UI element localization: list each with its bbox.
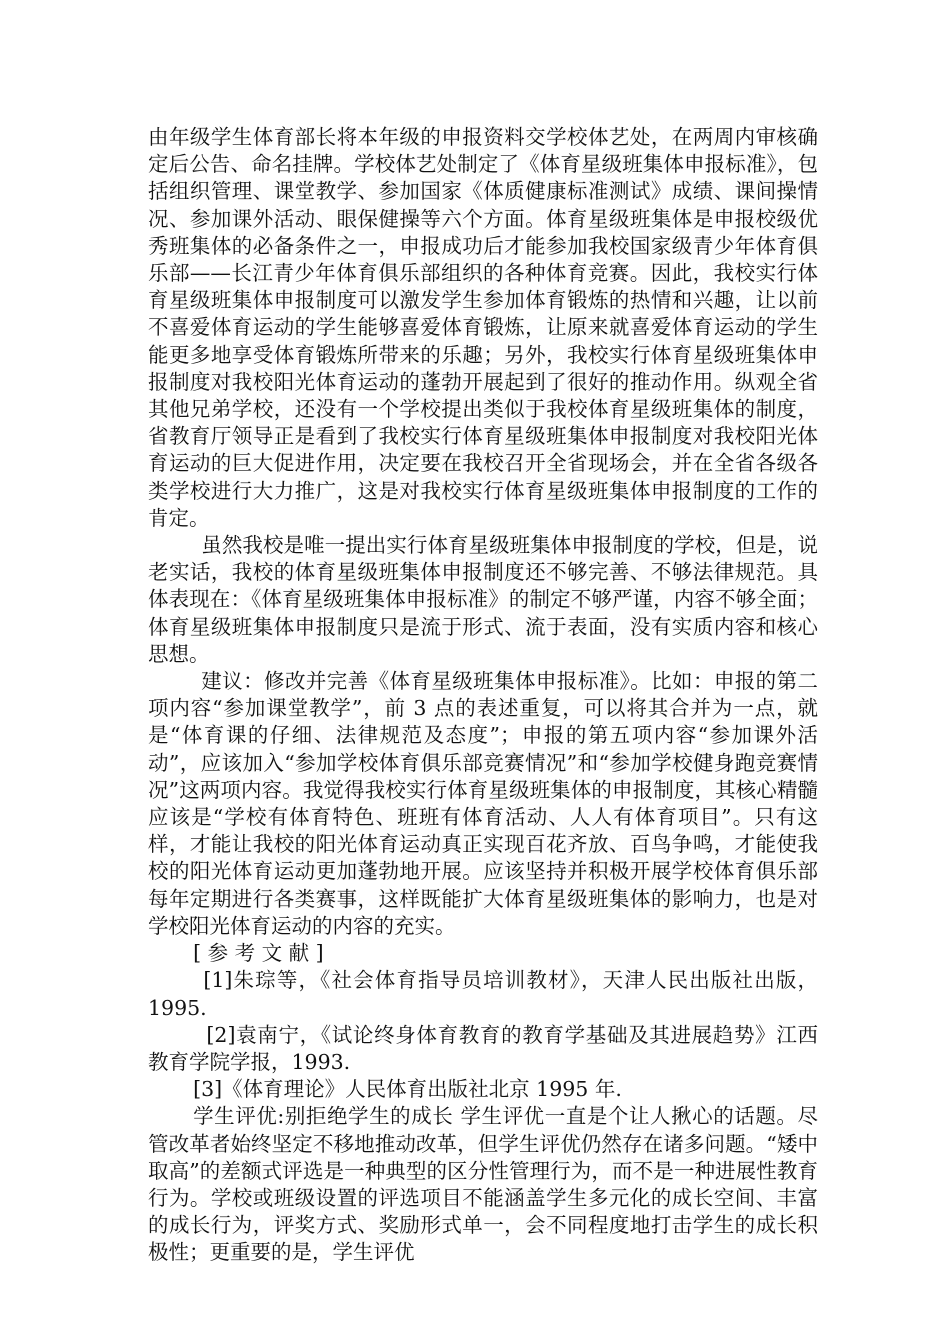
references-heading: [ 参 考 文 献 ]: [193, 941, 324, 966]
paragraph-3: 建议：修改并完善《体育星级班集体申报标准》。比如：申报的第二项内容“参加课堂教学”，前 3 点的表述重复，可以将其合并为一点，就是“体育课的仔细、法律规范及态度”；申报的第五项内容“参加课外活动”，应该加入“参加学校体育俱乐部竞赛情况”和“参加学校健身跑竞赛情况”这两项内容。我觉得我校实行体育星级班集体的申报制度，其核心精髓应该是“学校有体育特色、班班有体育活动、人人有体育项目”。只有这样，才能让我校的阳光体育运动真正实现百花齐放、百鸟争鸣，才能使我校的阳光体育运动更加蓬勃地开展。应该坚持并积极开展学校体育俱乐部每年定期进行各类赛事，这样既能扩大体育星级班集体的影响力，也是对学校阳光体育运动的内容的充实。: [148, 669, 818, 938]
paragraph-2: 虽然我校是唯一提出实行体育星级班集体申报制度的学校，但是，说老实话，我校的体育星级班集体申报制度还不够完善、不够法律规范。具体表现在：《体育星级班集体申报标准》的制定不够严谨，内容不够全面；体育星级班集体申报制度只是流于形式、流于表面，没有实质内容和核心思想。: [148, 533, 818, 666]
reference-item-1: [1]朱琮等，《社会体育指导员培训教材》，天津人民出版社出版，1995.: [148, 968, 818, 1020]
paragraph-1: 由年级学生体育部长将本年级的申报资料交学校体艺处，在两周内审核确定后公告、命名挂牌。学校体艺处制定了《体育星级班集体申报标准》，包括组织管理、课堂教学、参加国家《体质健康标准测试》成绩、课间操情况、参加课外活动、眼保健操等六个方面。体育星级班集体是申报校级优秀班集体的必备条件之一，申报成功后才能参加我校国家级青少年体育俱乐部——长江青少年体育俱乐部组织的各种体育竞赛。因此，我校实行体育星级班集体申报制度可以激发学生参加体育锻炼的热情和兴趣，让以前不喜爱体育运动的学生能够喜爱体育锻炼，让原来就喜爱体育运动的学生能更多地享受体育锻炼所带来的乐趣；另外，我校实行体育星级班集体申报制度对我校阳光体育运动的蓬勃开展起到了很好的推动作用。纵观全省其他兄弟学校，还没有一个学校提出类似于我校体育星级班集体的制度，省教育厅领导正是看到了我校实行体育星级班集体申报制度对我校阳光体育运动的巨大促进作用，决定要在我校召开全省现场会，并在全省各级各类学校进行大力推广，这是对我校实行体育星级班集体申报制度的工作的肯定。: [148, 125, 818, 530]
reference-item-3: [3]《体育理论》人民体育出版社北京 1995 年.: [193, 1077, 622, 1102]
reference-item-2: [2]袁南宁，《试论终身体育教育的教育学基础及其进展趋势》江西教育学院学报，1993.: [148, 1022, 818, 1074]
closing-paragraph: 学生评优:别拒绝学生的成长 学生评优一直是个让人揪心的话题。尽管改革者始终坚定不移地推动改革，但学生评优仍然存在诸多问题。“矮中取高”的差额式评选是一种典型的区分性管理行为，而不是一种进展性教育行为。学校或班级设置的评选项目不能涵盖学生多元化的成长空间、丰富的成长行为，评奖方式、奖励形式单一，会不同程度地打击学生的成长积极性；更重要的是，学生评优: [148, 1104, 818, 1265]
document-body: [148, 124, 818, 1267]
